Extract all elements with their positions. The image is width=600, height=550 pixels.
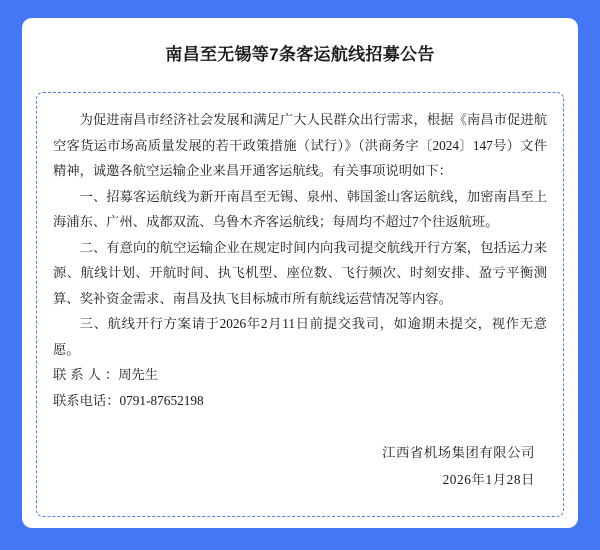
contact-phone-label: 联系电话: [53, 392, 107, 408]
article-three: 三、航线开行方案请于2026年2月11日前提交我司，如逾期未提交，视作无意愿。: [53, 316, 547, 357]
contact-phone-value: 0791-87652198: [119, 392, 204, 408]
dashed-content-box: [36, 92, 564, 517]
signature-organization: 江西省机场集团有限公司: [382, 445, 535, 460]
page-title: 南昌至无锡等7条客运航线招募公告: [165, 45, 435, 64]
article-one: 一、招募客运航线为新开南昌至无锡、泉州、韩国釜山客运航线，加密南昌至上海浦东、广州、成都双流、乌鲁木齐客运航线；每周均不超过7个往返航班。: [53, 188, 547, 229]
contact-person-label: 联系人: [53, 367, 105, 382]
article-two: 二、有意向的航空运输企业在规定时间内向我司提交航线开行方案，包括运力来源、航线计划、开航时间、执飞机型、座位数、飞行频次、时刻安排、盈亏平衡测算、奖补资金需求、南昌及执飞目标城市所有航线运营情况等内容。: [53, 239, 547, 306]
contact-person-separator: ：: [104, 367, 119, 382]
announcement-card: [22, 18, 578, 528]
contact-person-line: [53, 362, 547, 388]
contact-person-value: 周先生: [118, 367, 159, 382]
intro-paragraph: 为促进南昌市经济社会发展和满足广大人民群众出行需求，根据《南昌市促进航空客货运市场高质量发展的若干政策措施（试行）》（洪商务字〔2024〕147号）文件精神，诚邀各航空运输企业来昌开通客运航线。有关事项说明如下：: [53, 112, 547, 178]
contact-phone-separator: ：: [106, 392, 120, 408]
signature-date: 2026年1月28日: [442, 472, 535, 487]
signature-block: [53, 439, 547, 493]
contact-phone-line: [53, 388, 547, 414]
